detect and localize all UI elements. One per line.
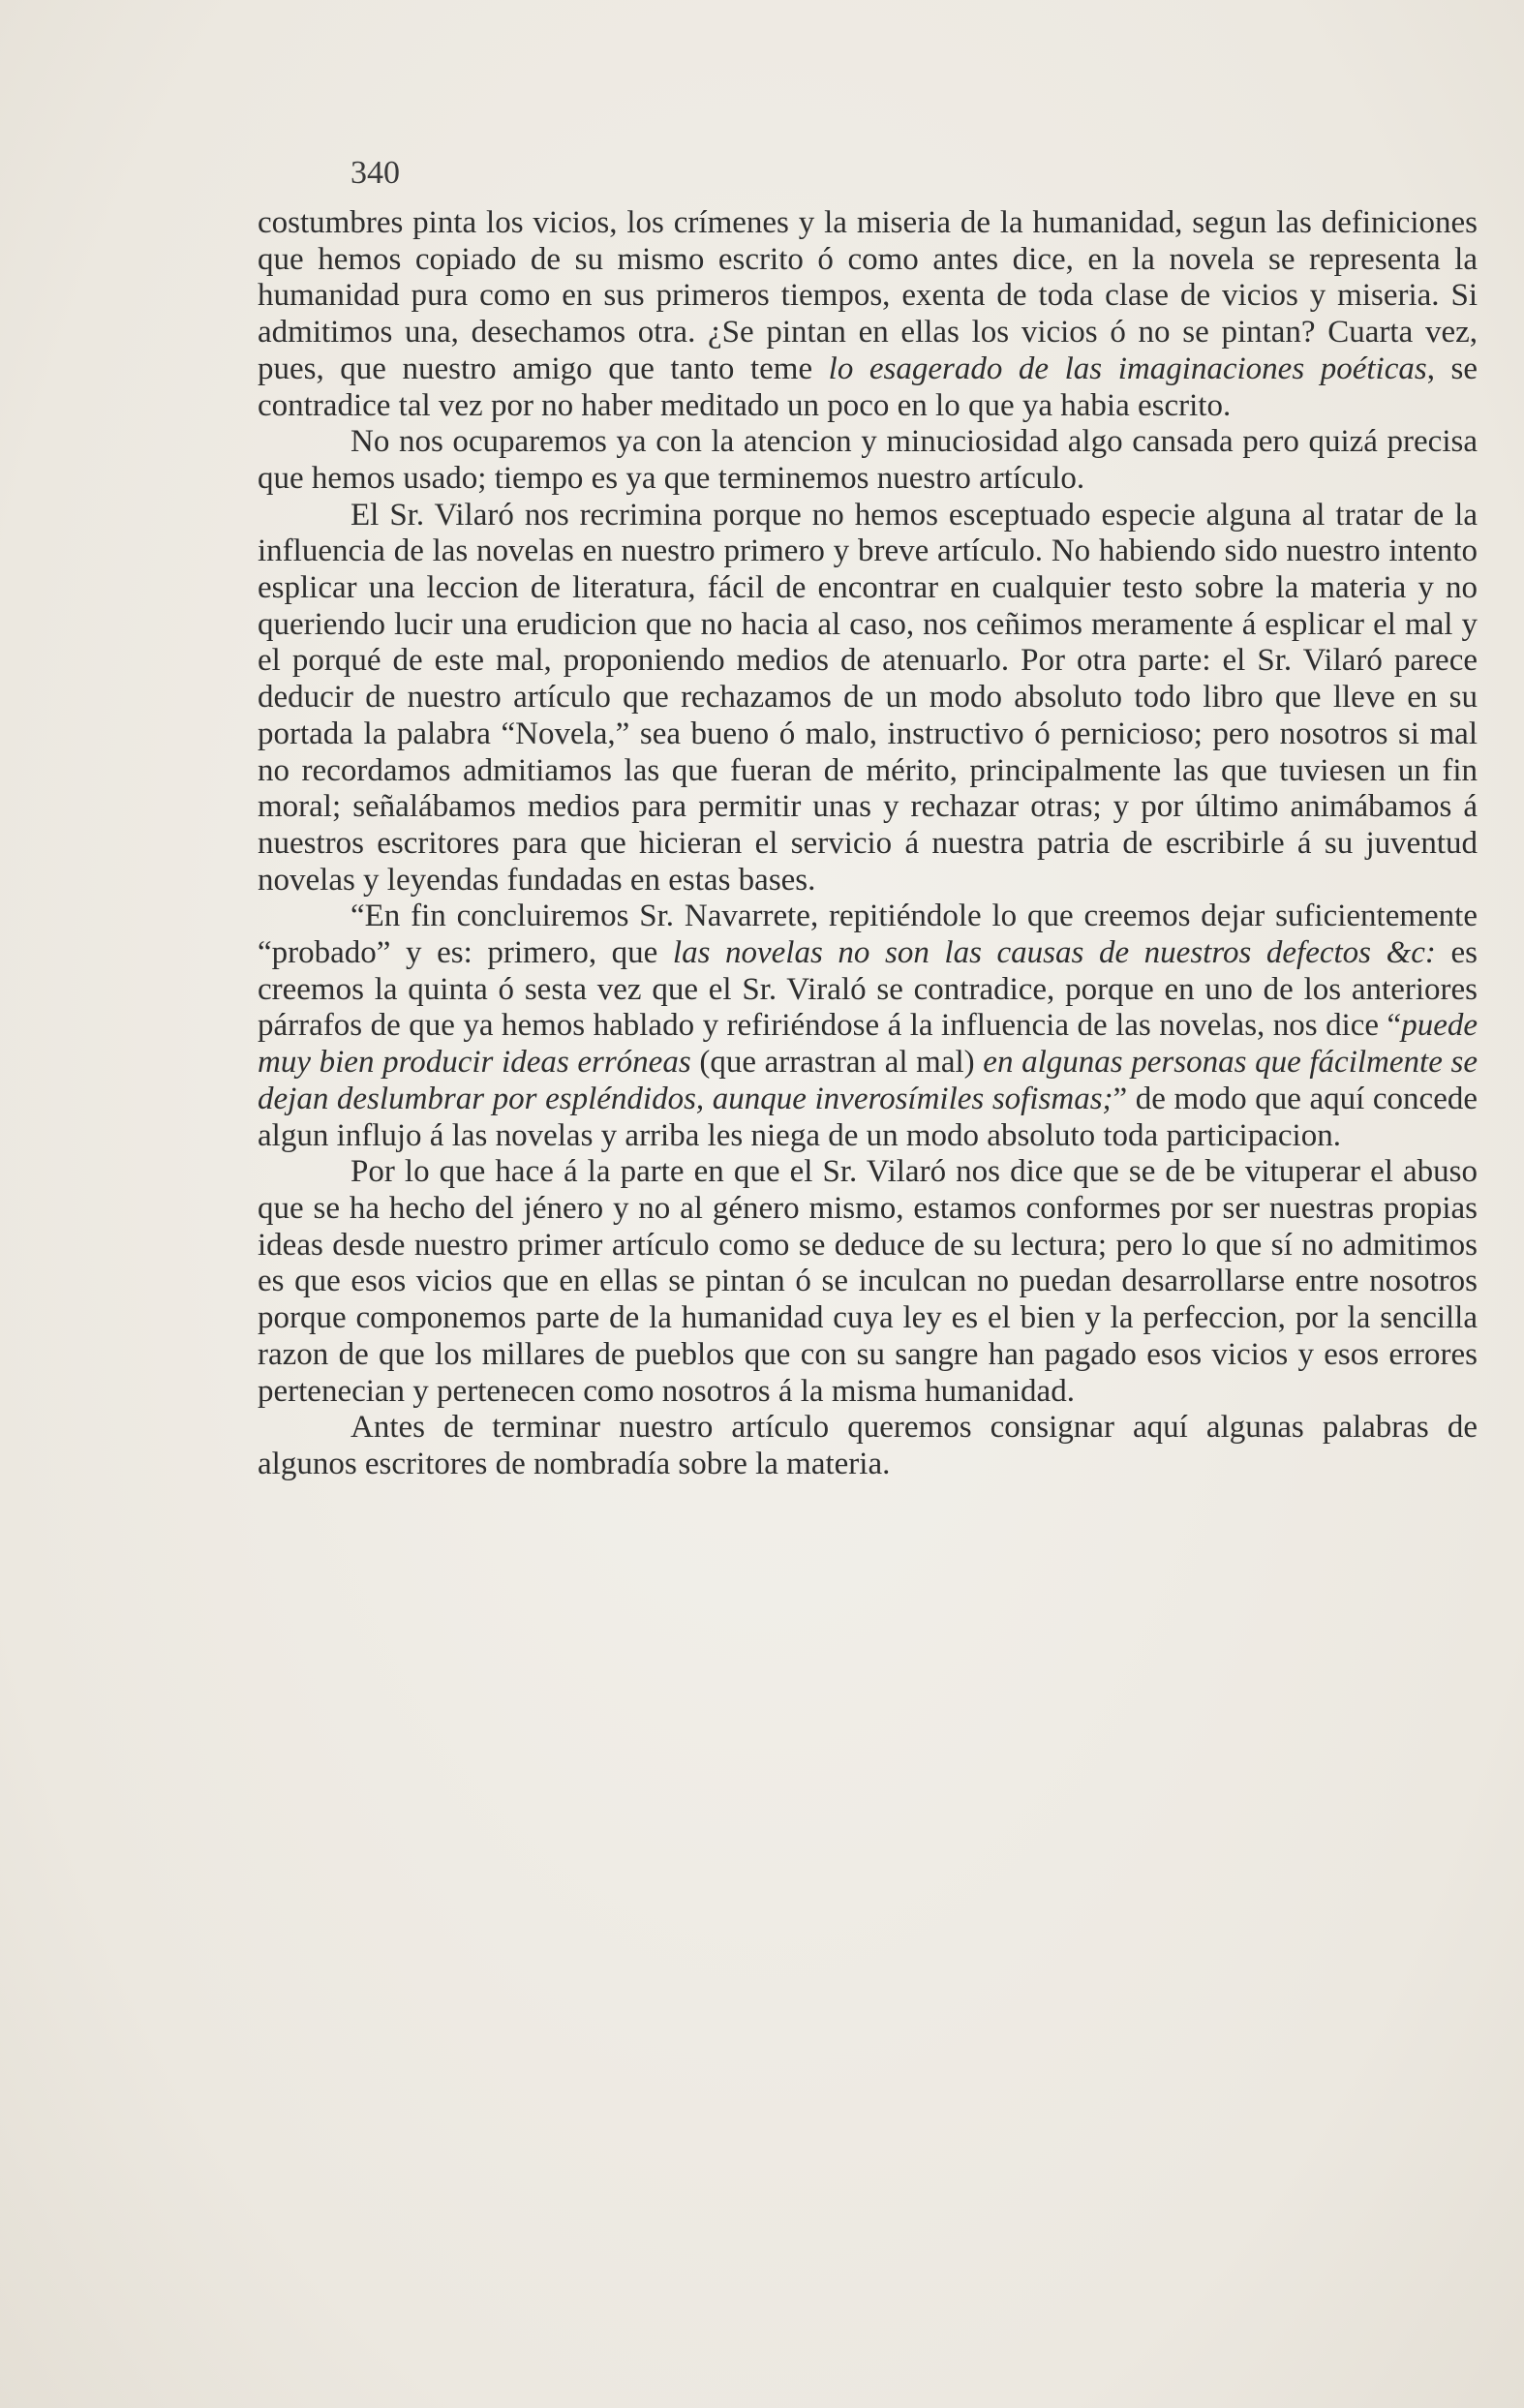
page-number: 340 [351, 155, 400, 191]
body-text [258, 205, 1478, 1483]
text-run: costumbres pinta los vicios, los crímenes y la miseria de la humanidad, segun las definiciones que hemos copiado de su mismo escrito ó como antes dice, en la novela se representa la humanidad pura como en sus primeros tiempos, exenta de toda clase de vicios y miseria. Si admitimos una, desechamos otra. ¿Se pintan en ellas los vicios ó no se pintan? Cuarta vez, pues, que nuestro amigo que tanto teme [258, 205, 1478, 386]
text-run: Antes de terminar nuestro artículo queremos consignar aquí algunas palabras de algunos escritores de nombradía sobre la materia. [258, 1410, 1478, 1481]
paragraph [258, 205, 1478, 424]
italic-text-run: puede muy bien producir ideas erróneas [258, 1008, 1478, 1081]
paragraph [258, 424, 1478, 497]
italic-text-run: en algunas personas que fácilmente se dejan deslumbrar por espléndidos, aunque inverosímiles sofismas; [258, 1045, 1478, 1116]
text-run: “En fin concluiremos Sr. Navarrete, repitiéndole lo que creemos dejar suficientemente “probado” y es: primero, que [258, 899, 1478, 971]
text-run: (que arrastran al mal) [690, 1045, 984, 1081]
paragraph [258, 498, 1478, 899]
text-run: Por lo que hace á la parte en que el Sr. Vilaró nos dice que se de be vituperar el abuso que se ha hecho del jénero y no al género mismo, estamos conformes por ser nuestras propias ideas desde nuestro primer artículo como se deduce de su lectura; pero lo que sí no admitimos es que esos vicios que en ellas se pintan ó se inculcan no puedan desarrollarse entre nosotros porque componemos parte de la humanidad cuya ley es el bien y la perfeccion, por la sencilla razon de que los millares de pueblos que con su sangre han pagado esos vicios y esos errores pertenecian y pertenecen como nosotros á la misma humanidad. [258, 1154, 1478, 1409]
paragraph [258, 1410, 1478, 1482]
text-run: El Sr. Vilaró nos recrimina porque no hemos esceptuado especie alguna al tratar de la influencia de las novelas en nuestro primero y breve artículo. No habiendo sido nuestro intento esplicar una leccion de literatura, fácil de encontrar en cualquier testo sobre la materia y no queriendo lucir una erudicion que no hacia al caso, nos ceñimos meramente á esplicar el mal y el porqué de este mal, proponiendo medios de atenuarlo. Por otra parte: el Sr. Vilaró parece deducir de nuestro artículo que rechazamos de un modo absoluto todo libro que lleve en su portada la palabra “Novela,” sea bueno ó malo, instructivo ó pernicioso; pero nosotros si mal no recordamos admitiamos las que fueran de mérito, principalmente las que tuviesen un fin moral; señalábamos medios para permitir unas y rechazar otras; y por último animábamos á nuestros escritores para que hicieran el servicio á nuestra patria de escribirle á su juventud novelas y leyendas fundadas en estas bases. [258, 497, 1478, 898]
text-run: , se contradice tal vez por no haber meditado un poco en lo que ya habia escrito. [258, 351, 1478, 423]
paragraph [258, 899, 1478, 1154]
text-run: No nos ocuparemos ya con la atencion y minuciosidad algo cansada pero quizá precisa que hemos usado; tiempo es ya que terminemos nuestro artículo. [258, 424, 1478, 496]
text-run: es creemos la quinta ó sesta vez que el Sr. Viraló se contradice, porque en uno de los anteriores párrafos de que ya hemos hablado y refiriéndose á la influencia de las novelas, nos dice “ [258, 935, 1478, 1044]
text-run: ” de modo que aquí concede algun influjo á las novelas y arriba les niega de un modo absoluto toda participacion. [258, 1081, 1478, 1153]
paragraph [258, 1154, 1478, 1410]
italic-text-run: las novelas no son las causas de nuestros defectos &c: [672, 935, 1436, 971]
italic-text-run: lo esagerado de las imaginaciones poéticas [828, 351, 1427, 386]
